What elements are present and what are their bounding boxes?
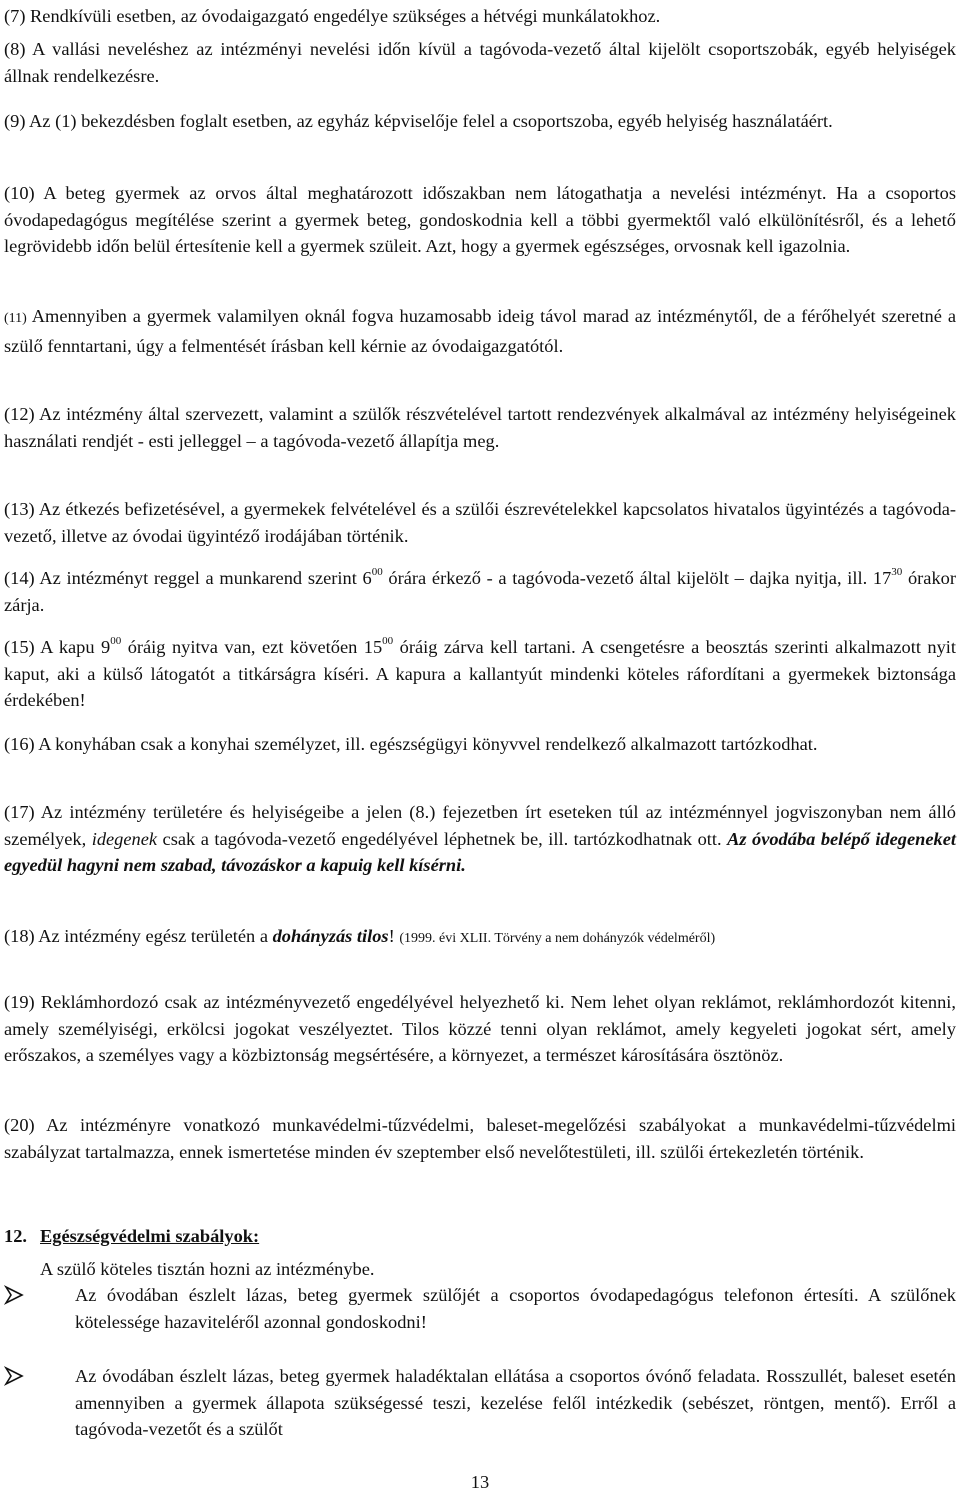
paragraph-17-part-a: (17) Az intézmény területére és helyiségeibe a jelen (8.) fejezetben írt eseteken túl az intézménnyel jogviszonyban nem álló személyek,	[4, 802, 956, 849]
paragraph-10: (10) A beteg gyermek az orvos által meghatározott időszakban nem látogathatja a nevelési intézményt. Ha a csoportos óvodapedagógus megítélése szerint a gyermek beteg, gondoskodnia kell a többi gyermektől való elkülönítésről, és a lehető legrövidebb időn belül értesítenie kell a gyermek szüleit. Azt, hogy a gyermek egészséges, orvosnak kell igazolnia.	[4, 183, 956, 256]
paragraph-18-law-reference: (1999. évi XLII. Törvény a nem dohányzók védelméről)	[399, 931, 716, 946]
section-number: 12.	[4, 1226, 27, 1246]
paragraph-17-part-b: csak a tagóvoda-vezető engedélyével léphetnek be, ill. tartózkodhatnak ott.	[157, 828, 728, 849]
paragraph-14-part-a: (14) Az intézményt reggel a munkarend szerint 6	[4, 568, 372, 588]
paragraph-12: (12) Az intézmény által szervezett, valamint a szülők részvételével tartott rendezvények alkalmával az intézmény helyiségeinek használati rendjét - esti jelleggel – a tagóvoda-vezető állapítja meg.	[4, 404, 956, 451]
paragraph-15-part-a: (15) A kapu 9	[4, 637, 111, 657]
paragraph-20: (20) Az intézményre vonatkozó munkavédelmi-tűzvédelmi, baleset-megelőzési szabályokat a munkavédelmi-tűzvédelmi szabályzat tartalmazza, ennek ismertetése minden év szeptember első nevelőtestületi, ill. szülői értekezletén történik.	[4, 1115, 956, 1162]
list-item-text: Az óvodában észlelt lázas, beteg gyermek szülőjét a csoportos óvodapedagógus telefonon értesíti. A szülőnek kötelessége hazaviteléről azonnal gondoskodni!	[75, 1285, 956, 1332]
paragraph-11-number: (11)	[4, 311, 27, 326]
list-item-text: Az óvodában észlelt lázas, beteg gyermek haladéktalan ellátása a csoportos óvónő feladata. Rosszullét, baleset esetén amennyiben a gyermek állapota szükségessé teszi, kezelése felől intézkedik (sebészet, röntgen, mentő). Erről a tagóvoda-vezetőt és a szülőt	[75, 1366, 956, 1439]
paragraph-18-part-a: (18) Az intézmény egész területén a	[4, 926, 273, 946]
paragraph-14-part-c: órakor zárja.	[4, 568, 956, 615]
paragraph-18	[4, 923, 956, 953]
paragraph-9: (9) Az (1) bekezdésben foglalt esetben, az egyház képviselője felel a csoportszoba, egyéb helyiség használatáért.	[4, 111, 833, 131]
paragraph-17	[4, 799, 956, 879]
page-number: 13	[470, 1472, 490, 1492]
time-superscript: 30	[891, 565, 903, 578]
list-item	[4, 1282, 956, 1335]
paragraph-18-emphasis: dohányzás tilos	[272, 926, 389, 946]
arrowhead-bullet-icon	[4, 1363, 26, 1389]
section-intro: A szülő köteles tisztán hozni az intézménybe.	[40, 1259, 375, 1279]
paragraph-18-part-b: !	[388, 926, 400, 946]
time-superscript: 00	[371, 565, 383, 578]
paragraph-15-part-b: óráig nyitva van, ezt követően 15	[121, 637, 383, 657]
paragraph-15-part-c: óráig zárva kell tartani. A csengetésre a beosztás szerinti alkalmazott nyit kaput, aki a külső látogatót a titkárságra kíséri. A kapura a kallantyút mindenki köteles ráfordítani a gyermekek biztonsága érdekében!	[4, 637, 957, 710]
paragraph-7: (7) Rendkívüli esetben, az óvodaigazgató engedélye szükséges a hétvégi munkálatokhoz.	[4, 6, 661, 26]
paragraph-11-text: Amennyiben a gyermek valamilyen oknál fogva huzamosabb ideig távol marad az intézménytől, de a férőhelyét szeretné a szülő fenntartani, úgy a felmentését írásban kell kérnie az óvodaigazgatótól.	[4, 306, 956, 356]
paragraph-8: (8) A vallási neveléshez az intézményi nevelési időn kívül a tagóvoda-vezető által kijelölt csoportszobák, egyéb helyiségek állnak rendelkezésre.	[4, 39, 956, 86]
paragraph-19: (19) Reklámhordozó csak az intézményvezető engedélyével helyezhető ki. Nem lehet olyan reklámot, reklámhordozót kitenni, amely személyiségi, erkölcsi jogokat veszélyeztet. Tilos közzé tenni olyan reklámot, amely kegyeleti jogokat sért, amely erőszakos, a személyes vagy a közbiztonság megsértésére, a környezet, a természet károsítására ösztönöz.	[4, 992, 956, 1065]
paragraph-16: (16) A konyhában csak a konyhai személyzet, ill. egészségügyi könyvvel rendelkező alkalmazott tartózkodhat.	[4, 734, 818, 754]
section-heading	[4, 1226, 259, 1247]
paragraph-14-part-b: órára érkező - a tagóvoda-vezető által kijelölt – dajka nyitja, ill. 17	[382, 568, 892, 588]
paragraph-14	[4, 565, 956, 618]
paragraph-17-emphasis: Az óvodába belépő idegeneket egyedül hagyni nem szabad, távozáskor a kapuig kell kísérni.	[4, 828, 956, 875]
time-superscript: 00	[110, 634, 122, 647]
paragraph-11	[4, 303, 956, 359]
list-item	[4, 1363, 956, 1443]
section-title: Egészségvédelmi szabályok:	[40, 1226, 260, 1246]
time-superscript: 00	[382, 634, 394, 647]
paragraph-13: (13) Az étkezés befizetésével, a gyermekek felvételével és a szülői észrevételekkel kapcsolatos hivatalos ügyintézés a tagóvoda-vezető, illetve az óvodai ügyintéző irodájában történik.	[4, 499, 956, 546]
paragraph-17-italic: idegenek	[91, 828, 158, 849]
arrowhead-bullet-icon	[4, 1282, 26, 1308]
paragraph-15	[4, 634, 956, 714]
